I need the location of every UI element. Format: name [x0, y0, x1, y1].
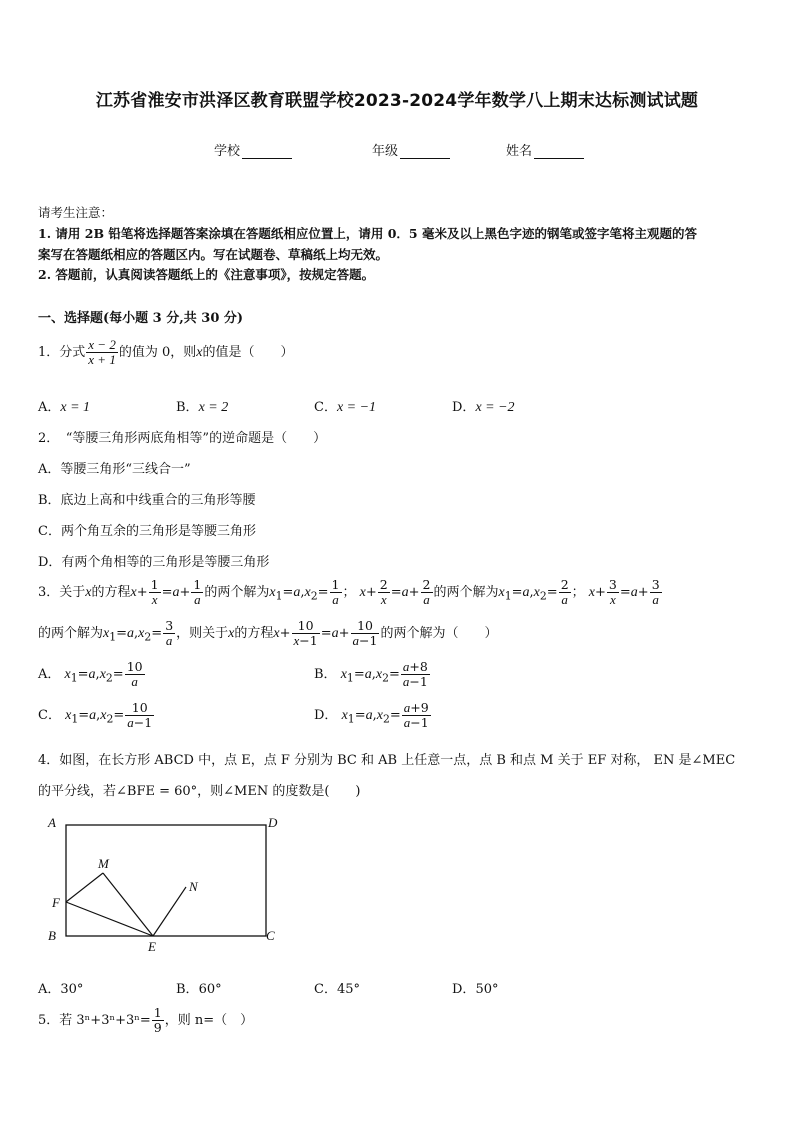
name-blank[interactable]: [534, 144, 584, 159]
grade-blank[interactable]: [400, 144, 450, 159]
q5-fraction: $\frac{1}{9}$: [153, 1005, 162, 1035]
question-5: 5．若 3ⁿ+3ⁿ+3ⁿ= $\frac{1}{9}$ ，则 n=（ ）: [38, 1005, 254, 1035]
rectangle-figure: [40, 812, 290, 957]
grade-label: 年级: [372, 144, 399, 159]
label-a: A: [48, 815, 56, 830]
page-title: 江苏省淮安市洪泽区教育联盟学校2023-2024学年数学八上期末达标测试试题: [95, 91, 699, 111]
name-field[interactable]: [506, 140, 584, 159]
q1-option-b[interactable]: B．x = 2: [176, 400, 229, 415]
question-4-line2: 的平分线，若∠BFE = 60°，则∠MEN 的度数是( ): [38, 784, 361, 799]
segment-fm: [66, 873, 103, 902]
label-n: N: [189, 879, 198, 894]
q1-option-c[interactable]: C．x = −1: [314, 400, 377, 415]
q1-fraction: $\frac{x - 2}{x + 1}$: [88, 337, 116, 367]
school-label: 学校: [214, 144, 241, 159]
q4-option-d[interactable]: D．50°: [452, 982, 499, 997]
label-m: M: [98, 856, 109, 871]
notice-item1-line2: 案写在答题纸相应的答题区内。写在试题卷、草稿纸上均无效。: [38, 247, 389, 262]
q2-option-d[interactable]: D．有两个角相等的三角形是等腰三角形: [38, 555, 270, 570]
label-c: C: [266, 928, 275, 943]
q4-option-b[interactable]: B．60°: [176, 982, 222, 997]
q3-option-d[interactable]: D． $x_1=a,x_2=$ $\frac{a+9}{a-1}$: [314, 700, 429, 730]
notice-item1-line1: 1. 请用 2B 铅笔将选择题答案涂填在答题纸相应位置上，请用 0．5 毫米及以上黑色字迹的钢笔或签字笔将主观题的答: [38, 226, 697, 241]
segment-en: [153, 887, 186, 936]
label-d: D: [268, 815, 278, 830]
rectangle-abcd: [66, 825, 266, 936]
section-heading: 一、选择题(每小题 3 分,共 30 分): [38, 311, 244, 326]
notice-item2: 2. 答题前，认真阅读答题纸上的《注意事项》，按规定答题。: [38, 267, 375, 282]
q2-option-c[interactable]: C．两个角互余的三角形是等腰三角形: [38, 524, 256, 539]
label-e: E: [148, 939, 156, 954]
notice-heading: 请考生注意：: [38, 205, 114, 220]
school-blank[interactable]: [242, 144, 292, 159]
grade-field[interactable]: [372, 140, 450, 159]
q3-option-c[interactable]: C． $x_1=a,x_2=$ $\frac{10}{a-1}$: [38, 700, 153, 730]
q1-option-d[interactable]: D．x = −2: [452, 400, 515, 415]
q1-option-a[interactable]: A．x = 1: [38, 400, 91, 415]
question-1: 1．分式 $\frac{x - 2}{x + 1}$ 的值为 0，则x的值是（ ）: [38, 337, 294, 367]
q4-option-c[interactable]: C．45°: [314, 982, 360, 997]
name-label: 姓名: [506, 144, 533, 159]
question-4-line1: 4．如图，在长方形 ABCD 中，点 E，点 F 分别为 BC 和 AB 上任意一点，点 B 和点 M 关于 EF 对称， EN 是∠MEC: [38, 753, 736, 768]
q3-option-a[interactable]: A． $x_1=a,x_2=$ $\frac{10}{a}$: [38, 659, 143, 689]
q3-option-b[interactable]: B． $x_1=a,x_2=$ $\frac{a+8}{a-1}$: [314, 659, 428, 689]
question-3-line1: 3．关于x的方程x+ $\frac{1}{x}$ =a+ $\frac{1}{a}$ 的两个解为$x_1=a,x_2=$ $\frac{1}{a}$ ； x+ $\frac{2}{x}$ =a+ $\frac{2}{a}$ 的两个解为$x_1=a,x_2=$ $\frac{2}{a}$ ； x+ $\frac{3}{x}$ =a+ $\frac{3}{a}$: [38, 577, 660, 607]
question-2: 2． “等腰三角形两底角相等”的逆命题是（ ）: [38, 431, 327, 446]
q2-option-b[interactable]: B．底边上高和中线重合的三角形等腰: [38, 493, 256, 508]
question-3-line2: 的两个解为$x_1=a,x_2=$ $\frac{3}{a}$ ，则关于x的方程x+ $\frac{10}{x-1}$ =a+ $\frac{10}{a-1}$ 的两个解为（ ）: [38, 618, 498, 648]
label-f: F: [52, 895, 60, 910]
school-field[interactable]: [214, 140, 292, 159]
label-b: B: [48, 928, 56, 943]
q2-option-a[interactable]: A．等腰三角形“三线合一”: [38, 462, 191, 477]
q4-option-a[interactable]: A．30°: [38, 982, 84, 997]
